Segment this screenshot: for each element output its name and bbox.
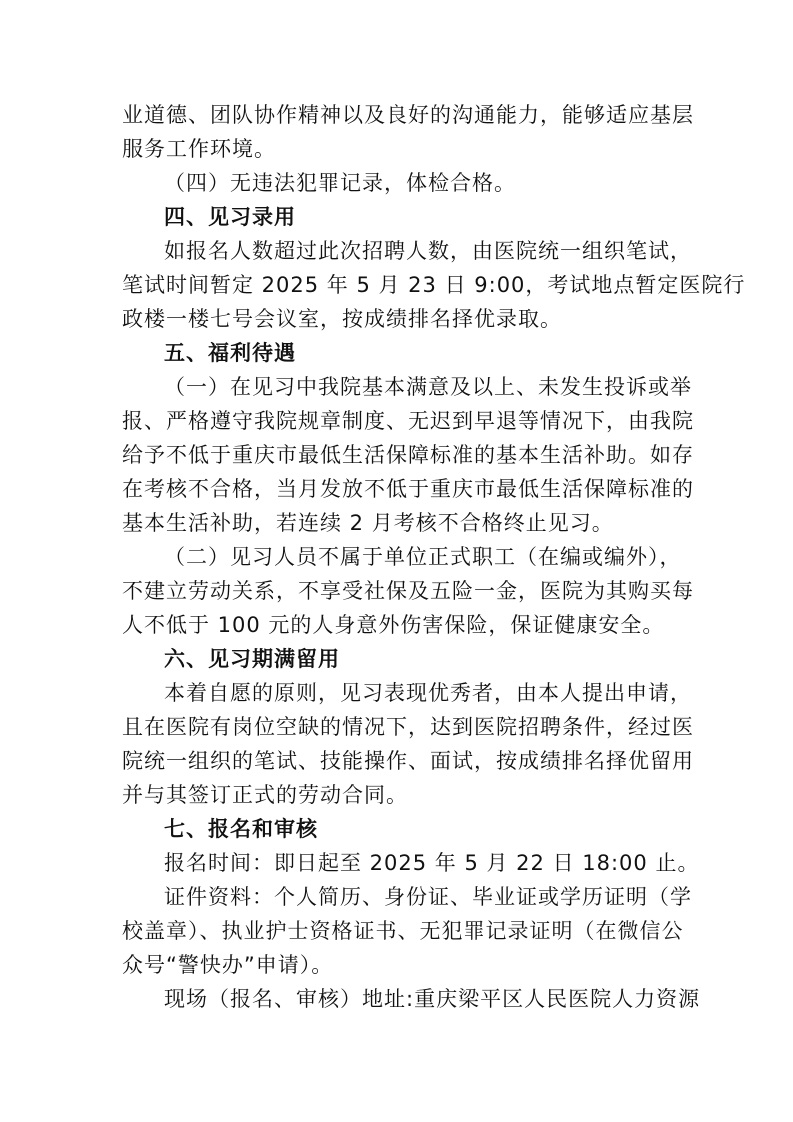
- body-line: 笔试时间暂定 2025 年 5 月 23 日 9:00，考试地点暂定医院行: [122, 273, 746, 297]
- body-line: 院统一组织的笔试、技能操作、面试，按成绩排名择优留用: [122, 749, 694, 773]
- body-line: 服务工作环境。: [122, 137, 276, 161]
- body-line: 政楼一楼七号会议室，按成绩排名择优录取。: [122, 307, 562, 331]
- body-line: 业道德、团队协作精神以及良好的沟通能力，能够适应基层: [122, 103, 694, 127]
- body-line: （四）无违法犯罪记录，体检合格。: [164, 171, 516, 195]
- body-line: 基本生活补助，若连续 2 月考核不合格终止见习。: [122, 511, 614, 535]
- body-line: 人不低于 100 元的人身意外伤害保险，保证健康安全。: [122, 613, 665, 637]
- section-heading: 四、见习录用: [164, 205, 296, 229]
- body-line: 不建立劳动关系，不享受社保及五险一金，医院为其购买每: [122, 579, 694, 603]
- body-line: 在考核不合格，当月发放不低于重庆市最低生活保障标准的: [122, 477, 694, 501]
- body-line: （一）在见习中我院基本满意及以上、未发生投诉或举: [164, 375, 692, 399]
- body-line: 本着自愿的原则，见习表现优秀者，由本人提出申请，: [164, 681, 692, 705]
- section-heading: 七、报名和审核: [164, 817, 318, 841]
- body-line: 现场（报名、审核）地址:重庆梁平区人民医院人力资源: [164, 987, 701, 1011]
- body-line: （二）见习人员不属于单位正式职工（在编或编外），: [164, 545, 682, 569]
- body-line: 证件资料：个人简历、身份证、毕业证或学历证明（学: [164, 885, 692, 909]
- section-heading: 五、福利待遇: [164, 341, 296, 365]
- body-line: 给予不低于重庆市最低生活保障标准的基本生活补助。如存: [122, 443, 694, 467]
- body-line: 众号“警快办”申请）。: [122, 953, 334, 977]
- body-line: 且在医院有岗位空缺的情况下，达到医院招聘条件，经过医: [122, 715, 694, 739]
- body-line: 报、严格遵守我院规章制度、无迟到早退等情况下，由我院: [122, 409, 694, 433]
- body-line: 如报名人数超过此次招聘人数，由医院统一组织笔试，: [164, 239, 692, 263]
- section-heading: 六、见习期满留用: [164, 647, 340, 671]
- body-line: 校盖章）、执业护士资格证书、无犯罪记录证明（在微信公: [122, 919, 684, 943]
- body-line: 报名时间：即日起至 2025 年 5 月 22 日 18:00 止。: [164, 851, 700, 875]
- body-line: 并与其签订正式的劳动合同。: [122, 783, 408, 807]
